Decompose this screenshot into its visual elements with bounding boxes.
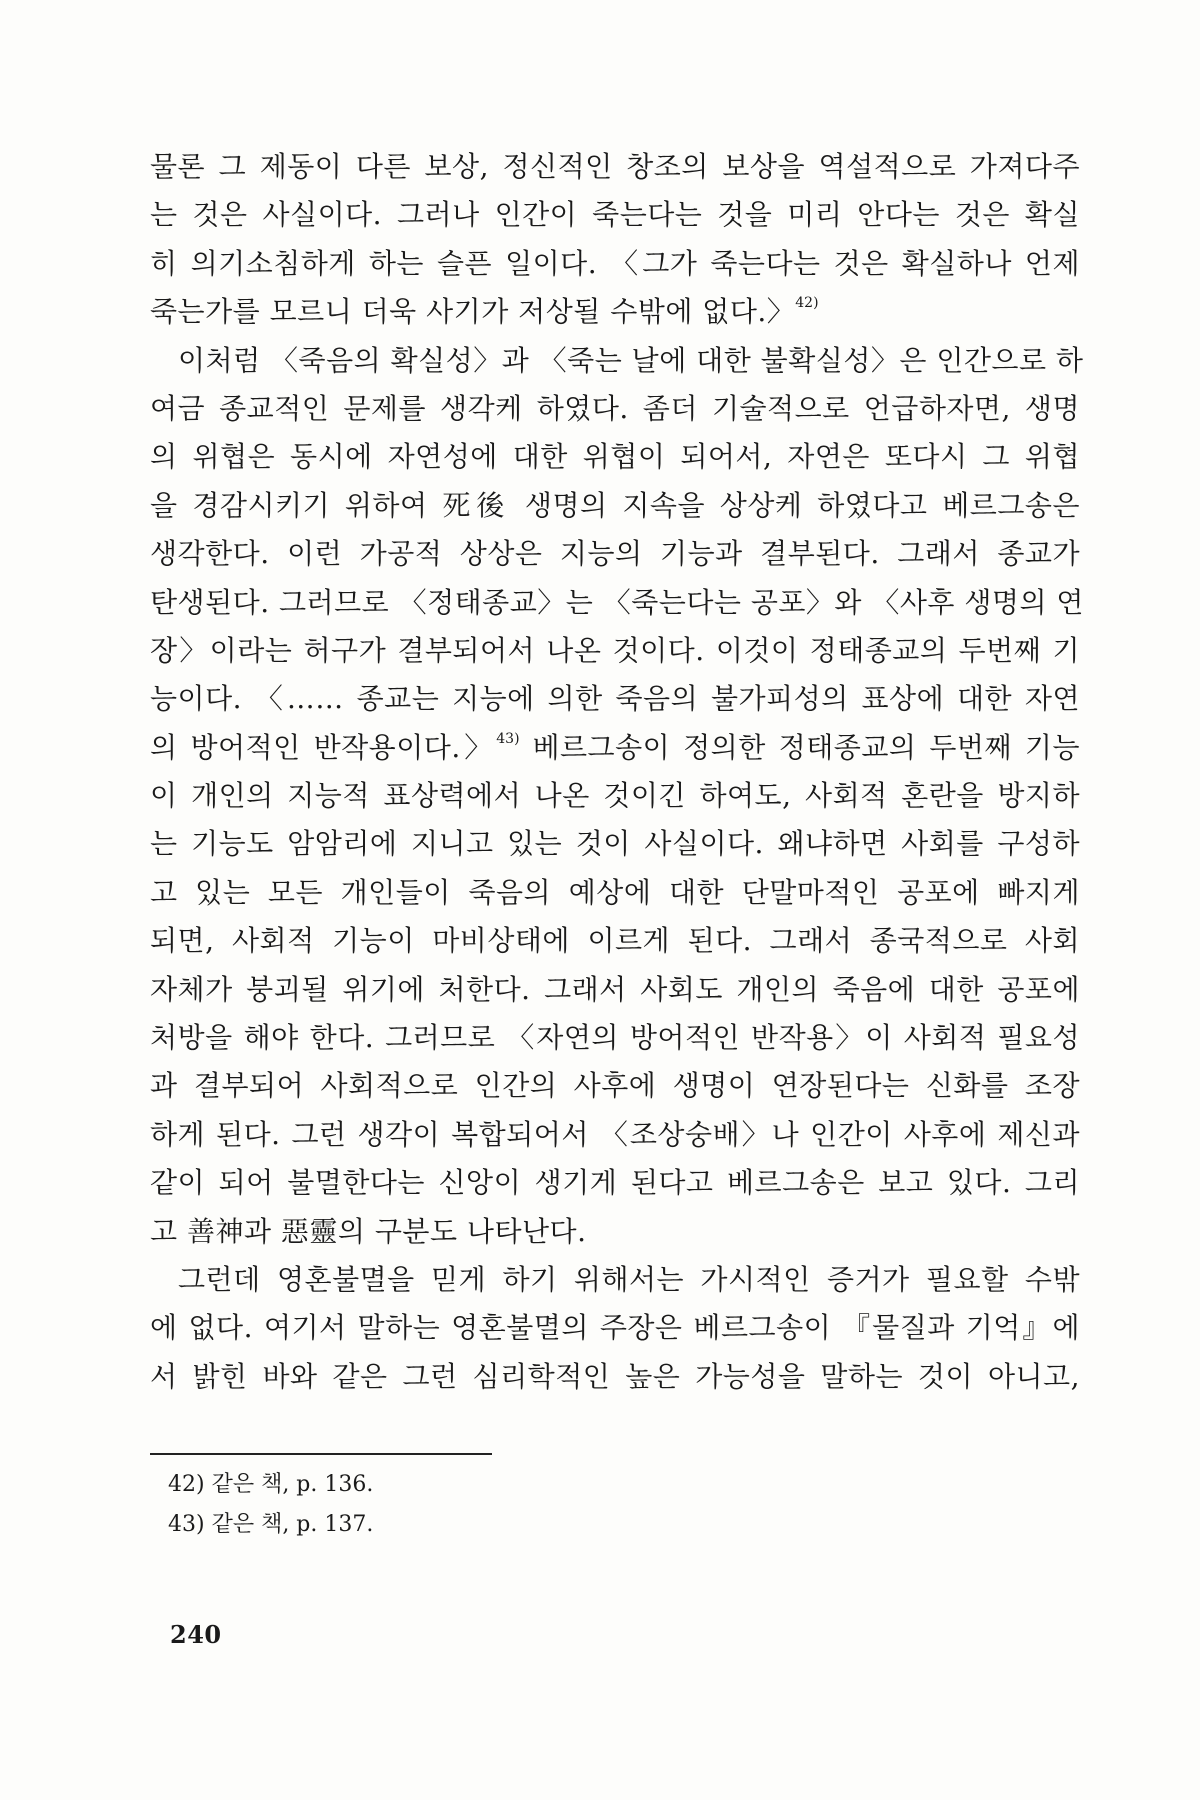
text-line-7: 의 위협은 동시에 자연성에 대한 위협이 되어서, 자연은 또다시 그 위협 xyxy=(150,440,1080,474)
page-number: 240 xyxy=(170,1620,222,1649)
body-text xyxy=(150,143,1084,1401)
text-line-1: 물론 그 제동이 다른 보상, 정신적인 창조의 보상을 역설적으로 가져다주 xyxy=(150,150,1080,183)
footnote-divider xyxy=(150,1453,492,1455)
footnote-43: 43) 같은 책, p. 137. xyxy=(168,1512,374,1537)
footnote-ref-43: 43) xyxy=(496,730,520,747)
text-line-8: 을 경감시키기 위하여 死後 생명의 지속을 상상케 하였다고 베르그송은 xyxy=(150,488,1080,522)
text-line-18: 자체가 붕괴될 위기에 처한다. 그래서 사회도 개인의 죽음에 대한 공포에 xyxy=(150,972,1080,1006)
text-line-11: 장〉이라는 허구가 결부되어서 나온 것이다. 이것이 정태종교의 두번째 기 xyxy=(150,633,1080,667)
text-line-17: 되면, 사회적 기능이 마비상태에 이르게 된다. 그래서 종국적으로 사회 xyxy=(150,924,1080,958)
text-line-19: 처방을 해야 한다. 그러므로 〈자연의 방어적인 반작용〉이 사회적 필요성 xyxy=(150,1021,1080,1055)
text-line-5: 이처럼 〈죽음의 확실성〉과 〈죽는 날에 대한 불확실성〉은 인간으로 하 xyxy=(178,343,1084,377)
text-line-14: 이 개인의 지능적 표상력에서 나온 것이긴 하여도, 사회적 혼란을 방지하 xyxy=(150,779,1080,813)
text-line-3: 히 의기소침하게 하는 슬픈 일이다. 〈그가 죽는다는 것은 확실하나 언제 xyxy=(150,246,1080,280)
text-line-10: 탄생된다. 그러므로 〈정태종교〉는 〈죽는다는 공포〉와 〈사후 생명의 연 xyxy=(150,585,1084,619)
text-line-13 xyxy=(150,724,1080,772)
text-line-2: 는 것은 사실이다. 그러나 인간이 죽는다는 것을 미리 안다는 것은 확실 xyxy=(150,198,1080,232)
text-line-16: 고 있는 모든 개인들이 죽음의 예상에 대한 단말마적인 공포에 빠지게 xyxy=(150,875,1080,909)
text-line-22: 같이 되어 불멸한다는 신앙이 생기게 된다고 베르그송은 보고 있다. 그리 xyxy=(150,1166,1080,1200)
text-line-13-after: 베르그송이 정의한 정태종교의 두번째 기능 xyxy=(519,730,1081,764)
text-line-13-body: 의 방어적인 반작용이다.〉 xyxy=(150,730,497,764)
text-line-6: 여금 종교적인 문제를 생각케 하였다. 좀더 기술적으로 언급하자면, 생명 xyxy=(150,391,1080,425)
text-line-4 xyxy=(150,288,1080,336)
text-line-24: 그런데 영혼불멸을 믿게 하기 위해서는 가시적인 증거가 필요할 수밖 xyxy=(178,1262,1080,1296)
text-line-15: 는 기능도 암암리에 지니고 있는 것이 사실이다. 왜냐하면 사회를 구성하 xyxy=(150,827,1080,861)
footnotes xyxy=(168,1465,373,1545)
footnote-42: 42) 같은 책, p. 136. xyxy=(168,1472,374,1497)
text-line-9: 생각한다. 이런 가공적 상상은 지능의 기능과 결부된다. 그래서 종교가 xyxy=(150,537,1080,571)
text-line-26: 서 밝힌 바와 같은 그런 심리학적인 높은 가능성을 말하는 것이 아니고, xyxy=(150,1359,1080,1393)
text-line-4-body: 죽는가를 모르니 더욱 사기가 저상될 수밖에 없다.〉 xyxy=(150,295,796,329)
footnote-ref-42: 42) xyxy=(795,295,819,312)
text-line-21: 하게 된다. 그런 생각이 복합되어서 〈조상숭배〉나 인간이 사후에 제신과 xyxy=(150,1117,1080,1151)
text-line-20: 과 결부되어 사회적으로 인간의 사후에 생명이 연장된다는 신화를 조장 xyxy=(150,1069,1080,1103)
text-line-23: 고 善神과 惡靈의 구분도 나타난다. xyxy=(150,1214,587,1248)
text-line-25: 에 없다. 여기서 말하는 영혼불멸의 주장은 베르그송이 『물질과 기억』에 xyxy=(150,1311,1080,1345)
text-line-12: 능이다. 〈…… 종교는 지능에 의한 죽음의 불가피성의 표상에 대한 자연 xyxy=(150,682,1080,716)
